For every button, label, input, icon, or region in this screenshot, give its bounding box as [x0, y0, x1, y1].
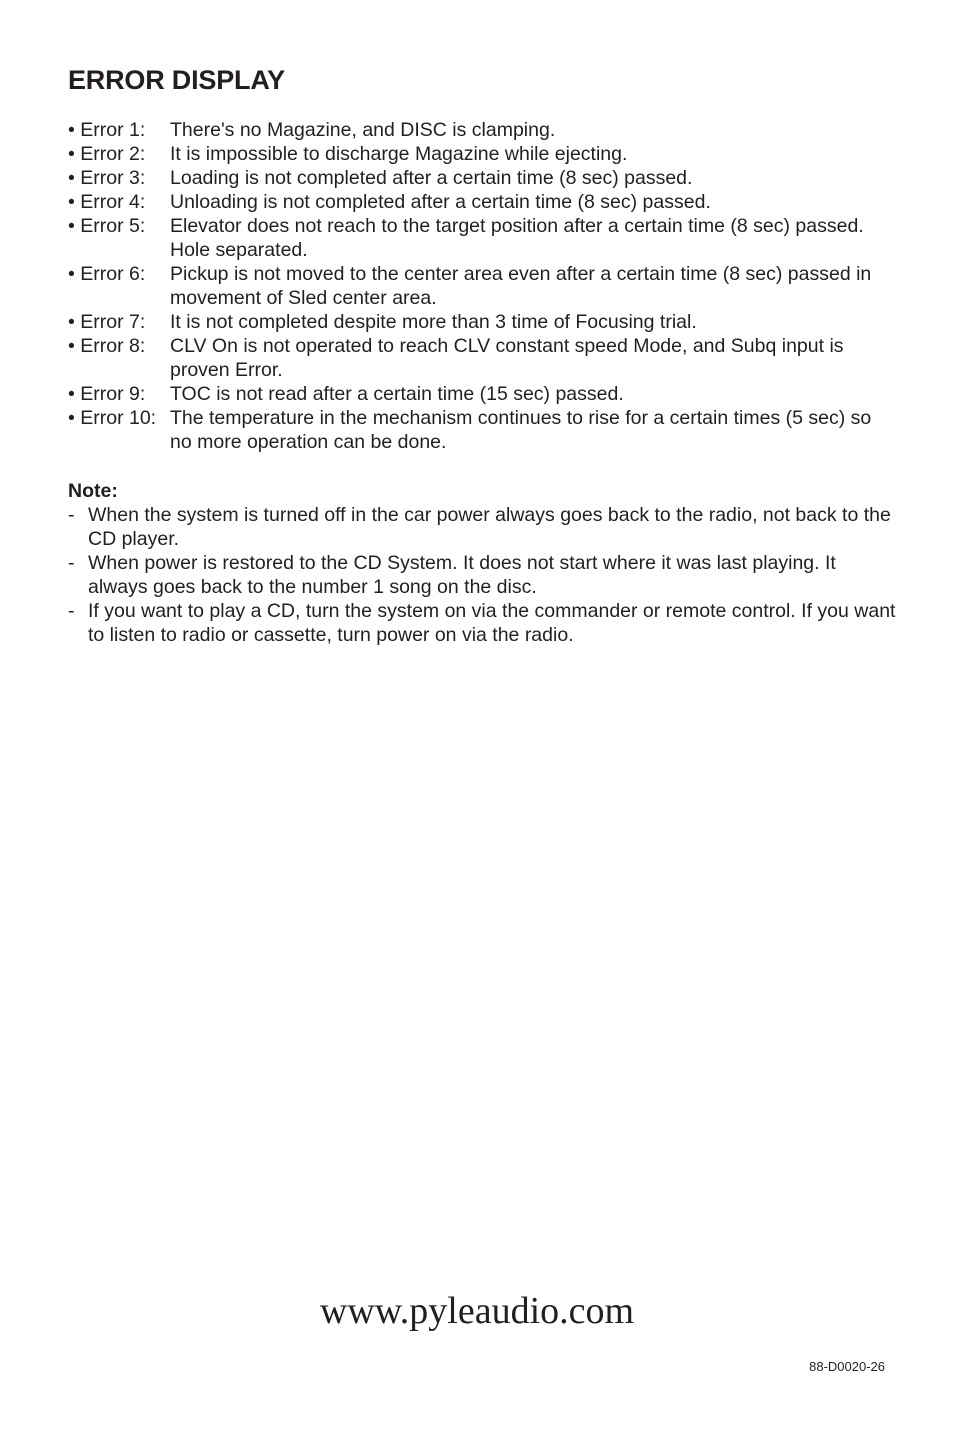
- error-label: • Error 7:: [68, 311, 146, 333]
- error-label: • Error 4:: [68, 191, 146, 213]
- note-section: [68, 479, 898, 647]
- error-item-2: [68, 142, 898, 166]
- error-item-9: [68, 382, 898, 406]
- error-description: CLV On is not operated to reach CLV constant speed Mode, and Subq input is proven Error.: [170, 335, 844, 381]
- error-label: • Error 8:: [68, 335, 146, 357]
- note-text: When power is restored to the CD System. It does not start where it was last playing. It always goes back to the number 1 song on the disc.: [88, 552, 836, 598]
- error-list: [68, 118, 898, 454]
- error-item-5: [68, 214, 898, 262]
- error-description: Unloading is not completed after a certain time (8 sec) passed.: [170, 191, 711, 213]
- error-item-10: [68, 406, 898, 454]
- error-label: • Error 5:: [68, 215, 146, 237]
- error-item-6: [68, 262, 898, 310]
- error-item-4: [68, 190, 898, 214]
- note-item-1: [68, 503, 898, 551]
- document-code: 88-D0020-26: [809, 1359, 885, 1374]
- note-item-3: [68, 599, 898, 647]
- error-description: There's no Magazine, and DISC is clamping.: [170, 119, 556, 141]
- note-heading: Note:: [68, 480, 118, 502]
- website-url: www.pyleaudio.com: [319, 1290, 635, 1332]
- error-description: The temperature in the mechanism continues to rise for a certain times (5 sec) so no more operation can be done.: [170, 407, 872, 453]
- error-item-7: [68, 310, 898, 334]
- error-label: • Error 3:: [68, 167, 146, 189]
- error-label: • Error 2:: [68, 143, 146, 165]
- note-item-2: [68, 551, 898, 599]
- page-title: ERROR DISPLAY: [68, 65, 285, 95]
- error-description: It is impossible to discharge Magazine while ejecting.: [170, 143, 628, 165]
- error-description: Pickup is not moved to the center area even after a certain time (8 sec) passed in movement of Sled center area.: [170, 263, 872, 309]
- note-text: If you want to play a CD, turn the system on via the commander or remote control. If you want to listen to radio or cassette, turn power on via the radio.: [88, 600, 896, 646]
- error-label: • Error 6:: [68, 263, 146, 285]
- note-dash: -: [68, 552, 75, 574]
- error-label: • Error 10:: [68, 407, 157, 429]
- note-dash: -: [68, 600, 75, 622]
- error-label: • Error 1:: [68, 119, 146, 141]
- error-description: It is not completed despite more than 3 time of Focusing trial.: [170, 311, 697, 333]
- error-description: Elevator does not reach to the target position after a certain time (8 sec) passed. Hole separated.: [170, 215, 864, 261]
- error-item-3: [68, 166, 898, 190]
- note-list: [68, 503, 898, 647]
- error-item-1: [68, 118, 898, 142]
- note-dash: -: [68, 504, 75, 526]
- note-text: When the system is turned off in the car power always goes back to the radio, not back to the CD player.: [88, 504, 891, 550]
- error-description: Loading is not completed after a certain time (8 sec) passed.: [170, 167, 693, 189]
- error-item-8: [68, 334, 898, 382]
- error-label: • Error 9:: [68, 383, 146, 405]
- error-description: TOC is not read after a certain time (15 sec) passed.: [170, 383, 624, 405]
